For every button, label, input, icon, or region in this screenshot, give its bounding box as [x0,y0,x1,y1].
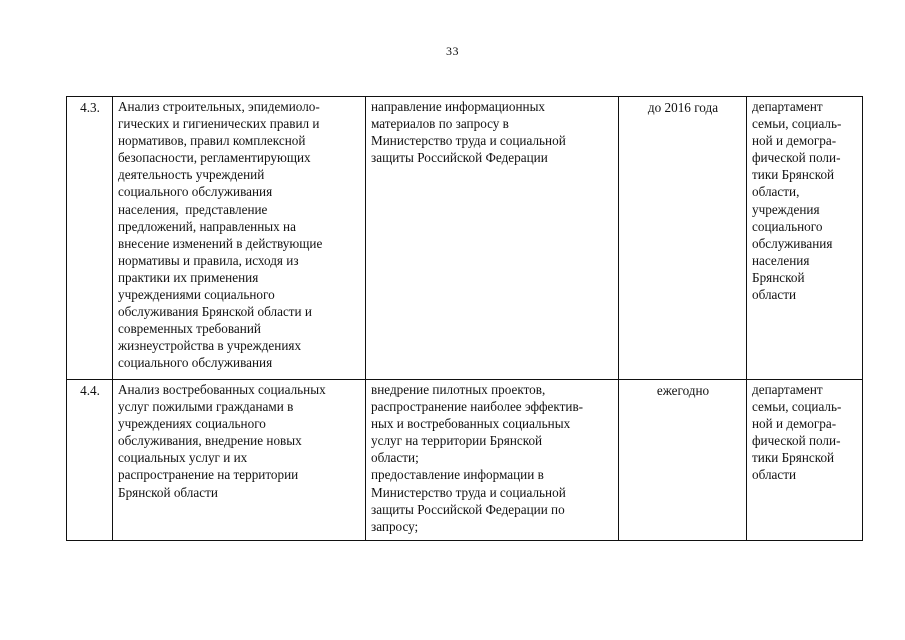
measure-text-line: практики их применения [118,269,259,285]
term-cell [619,97,747,380]
responsible-text-line: обслуживания [752,235,833,251]
result-cell [366,97,619,380]
table-row [67,97,863,380]
term-text: ежегодно [656,383,710,398]
responsible-text-line: населения [752,252,810,268]
measure-cell [113,97,366,380]
responsible-text-line: семьи, социаль- [752,116,842,132]
measure-text-line: обслуживания, внедрение новых [118,433,302,449]
responsible-text-line: ной и демогра- [752,416,837,432]
measure-text-line: услуг пожилыми гражданами в [118,399,294,415]
measure-text-line: учреждениях социального [118,416,266,432]
term-cell [619,380,747,541]
responsible-text-line: департамент [752,99,823,114]
responsible-cell [747,97,863,380]
result-text-line: запросу; [371,518,419,534]
measure-text-line: предложений, направленных на [118,218,296,234]
result-text-line: материалов по запросу в [371,116,509,132]
result-text-line: защиты Российской Федерации по [371,501,565,517]
measure-text-line: распространение на территории [118,467,299,483]
result-text-line: услуг на территории Брянской [371,433,543,449]
measure-text-line: Брянской области [118,484,218,500]
item-number-cell [67,380,113,541]
result-text-line: внедрение пилотных проектов, [371,382,546,397]
measure-text-line: социальных услуг и их [118,450,248,466]
responsible-text-line: Брянской [752,269,805,285]
measure-text-line: нормативов, правил комплексной [118,133,306,149]
measure-text-line: учреждениями социального [118,287,275,303]
item-number-cell [67,97,113,380]
measure-cell [113,380,366,541]
result-text-line: распространение наиболее эффектив- [371,399,584,415]
measure-text-line: населения, представление [118,201,268,217]
responsible-text-line: департамент [752,382,823,397]
measure-text-line: современных требований [118,321,261,337]
responsible-text-line: фической поли- [752,150,841,166]
measure-text-line: деятельность учреждений [118,167,265,183]
page-number: 33 [446,44,459,58]
measure-text-line: внесение изменений в действующие [118,235,323,251]
measure-text-line: жизнеустройства в учреждениях [118,338,302,354]
measure-text-line: обслуживания Брянской области и [118,304,312,320]
responsible-text-line: семьи, социаль- [752,399,842,415]
measure-text-line: Анализ востребованных социальных [118,382,326,397]
item-number: 4.3. [80,100,100,115]
responsible-text-line: области, [752,184,800,200]
measure-text-line: безопасности, регламентирующих [118,150,311,166]
result-text-line: Министерство труда и социальной [371,484,566,500]
measure-text-line: социального обслуживания [118,355,273,371]
responsible-text-line: тики Брянской [752,167,835,183]
responsible-text-line: фической поли- [752,433,841,449]
result-text-line: Министерство труда и социальной [371,133,566,149]
term-text: до 2016 года [647,100,719,115]
responsible-text-line: социального [752,218,823,234]
responsible-text-line: учреждения [752,201,820,217]
responsible-cell [747,380,863,541]
result-text-line: области; [371,450,419,466]
table-row [67,380,863,541]
measure-text-line: социального обслуживания [118,184,273,200]
responsible-text-line: тики Брянской [752,450,835,466]
measure-text-line: нормативы и правила, исходя из [118,252,299,268]
item-number: 4.4. [80,383,100,398]
action-plan-table [66,96,863,541]
responsible-text-line: ной и демогра- [752,133,837,149]
responsible-text-line: области [752,467,797,483]
responsible-text-line: области [752,287,797,303]
result-text-line: предоставление информации в [371,467,544,483]
result-cell [366,380,619,541]
measure-text-line: гических и гигиенических правил и [118,116,320,132]
measure-text-line: Анализ строительных, эпидемиоло- [118,99,320,114]
result-text-line: направление информационных [371,99,546,114]
result-text-line: ных и востребованных социальных [371,416,571,432]
result-text-line: защиты Российской Федерации [371,150,548,166]
